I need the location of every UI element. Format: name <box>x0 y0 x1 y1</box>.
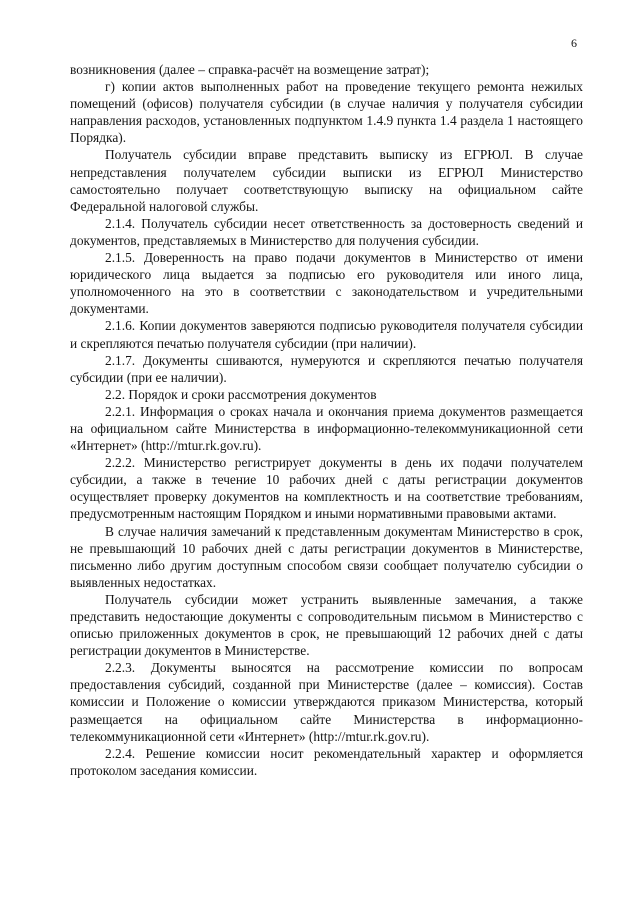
paragraph: Получатель субсидии может устранить выявленные замечания, а также представить недостающие документы с сопроводительным письмом в Министерство с описью приложенных документов в срок, не превышающий 12 рабочих дней с даты регистрации документов в Министерстве. <box>70 591 583 659</box>
paragraph: 2.1.7. Документы сшиваются, нумеруются и скрепляются печатью получателя субсидии (при ее наличии). <box>70 352 583 385</box>
paragraph: 2.2.4. Решение комиссии носит рекомендательный характер и оформляется протоколом заседания комиссии. <box>70 745 583 778</box>
paragraph: В случае наличия замечаний к представленным документам Министерство в срок, не превышающий 10 рабочих дней с даты регистрации документов в Министерстве, письменно либо другим доступным способом связи сообщает получателю субсидии о выявленных недостатках. <box>70 523 583 590</box>
paragraph: 2.2.1. Информация о сроках начала и окончания приема документов размещается на официальном сайте Министерства в информационно-телекоммуникационной сети «Интернет» (http://mtur.rk.gov.ru). <box>70 403 583 454</box>
paragraph: 2.1.6. Копии документов заверяются подписью руководителя получателя субсидии и скрепляются печатью получателя субсидии (при наличии). <box>70 318 583 351</box>
paragraph: возникновения (далее – справка-расчёт на возмещение затрат); <box>70 62 430 77</box>
paragraph: 2.1.5. Доверенность на право подачи документов в Министерство от имени юридического лица выдается за подписью его руководителя или иного лица, уполномоченного на это в соответствии с законодательством и учредительными документами. <box>70 250 583 317</box>
paragraph: Получатель субсидии вправе представить выписку из ЕГРЮЛ. В случае непредставления получателем субсидии выписки из ЕГРЮЛ Министерство самостоятельно получает соответствующую выписку на официальном сайте Федеральной налоговой службы. <box>70 147 583 214</box>
document-body <box>70 61 583 779</box>
section-heading: 2.2. Порядок и сроки рассмотрения документов <box>105 386 377 402</box>
paragraph: 2.1.4. Получатель субсидии несет ответственность за достоверность сведений и документов, представляемых в Министерство для получения субсидии. <box>70 215 583 248</box>
page-number: 6 <box>571 36 577 50</box>
paragraph: 2.2.3. Документы выносятся на рассмотрение комиссии по вопросам предоставления субсидий, созданной при Министерстве (далее – комиссия). Состав комиссии и Положение о комиссии утверждаются приказом Министерства, который размещается на официальном сайте Министерства в информационно-телекоммуникационной сети «Интернет» (http://mtur.rk.gov.ru). <box>70 660 583 744</box>
paragraph: 2.2.2. Министерство регистрирует документы в день их подачи получателем субсидии, а также в течение 10 рабочих дней с даты регистрации документов осуществляет проверку документов на комплектность и на соответствие требованиям, предусмотренным настоящим Порядком и иными нормативными правовыми актами. <box>70 455 583 522</box>
paragraph: г) копии актов выполненных работ на проведение текущего ремонта нежилых помещений (офисов) получателя субсидии (в случае наличия у получателя субсидии направления расходов, установленных подпунктом 1.4.9 пункта 1.4 раздела 1 настоящего Порядка). <box>70 79 583 146</box>
